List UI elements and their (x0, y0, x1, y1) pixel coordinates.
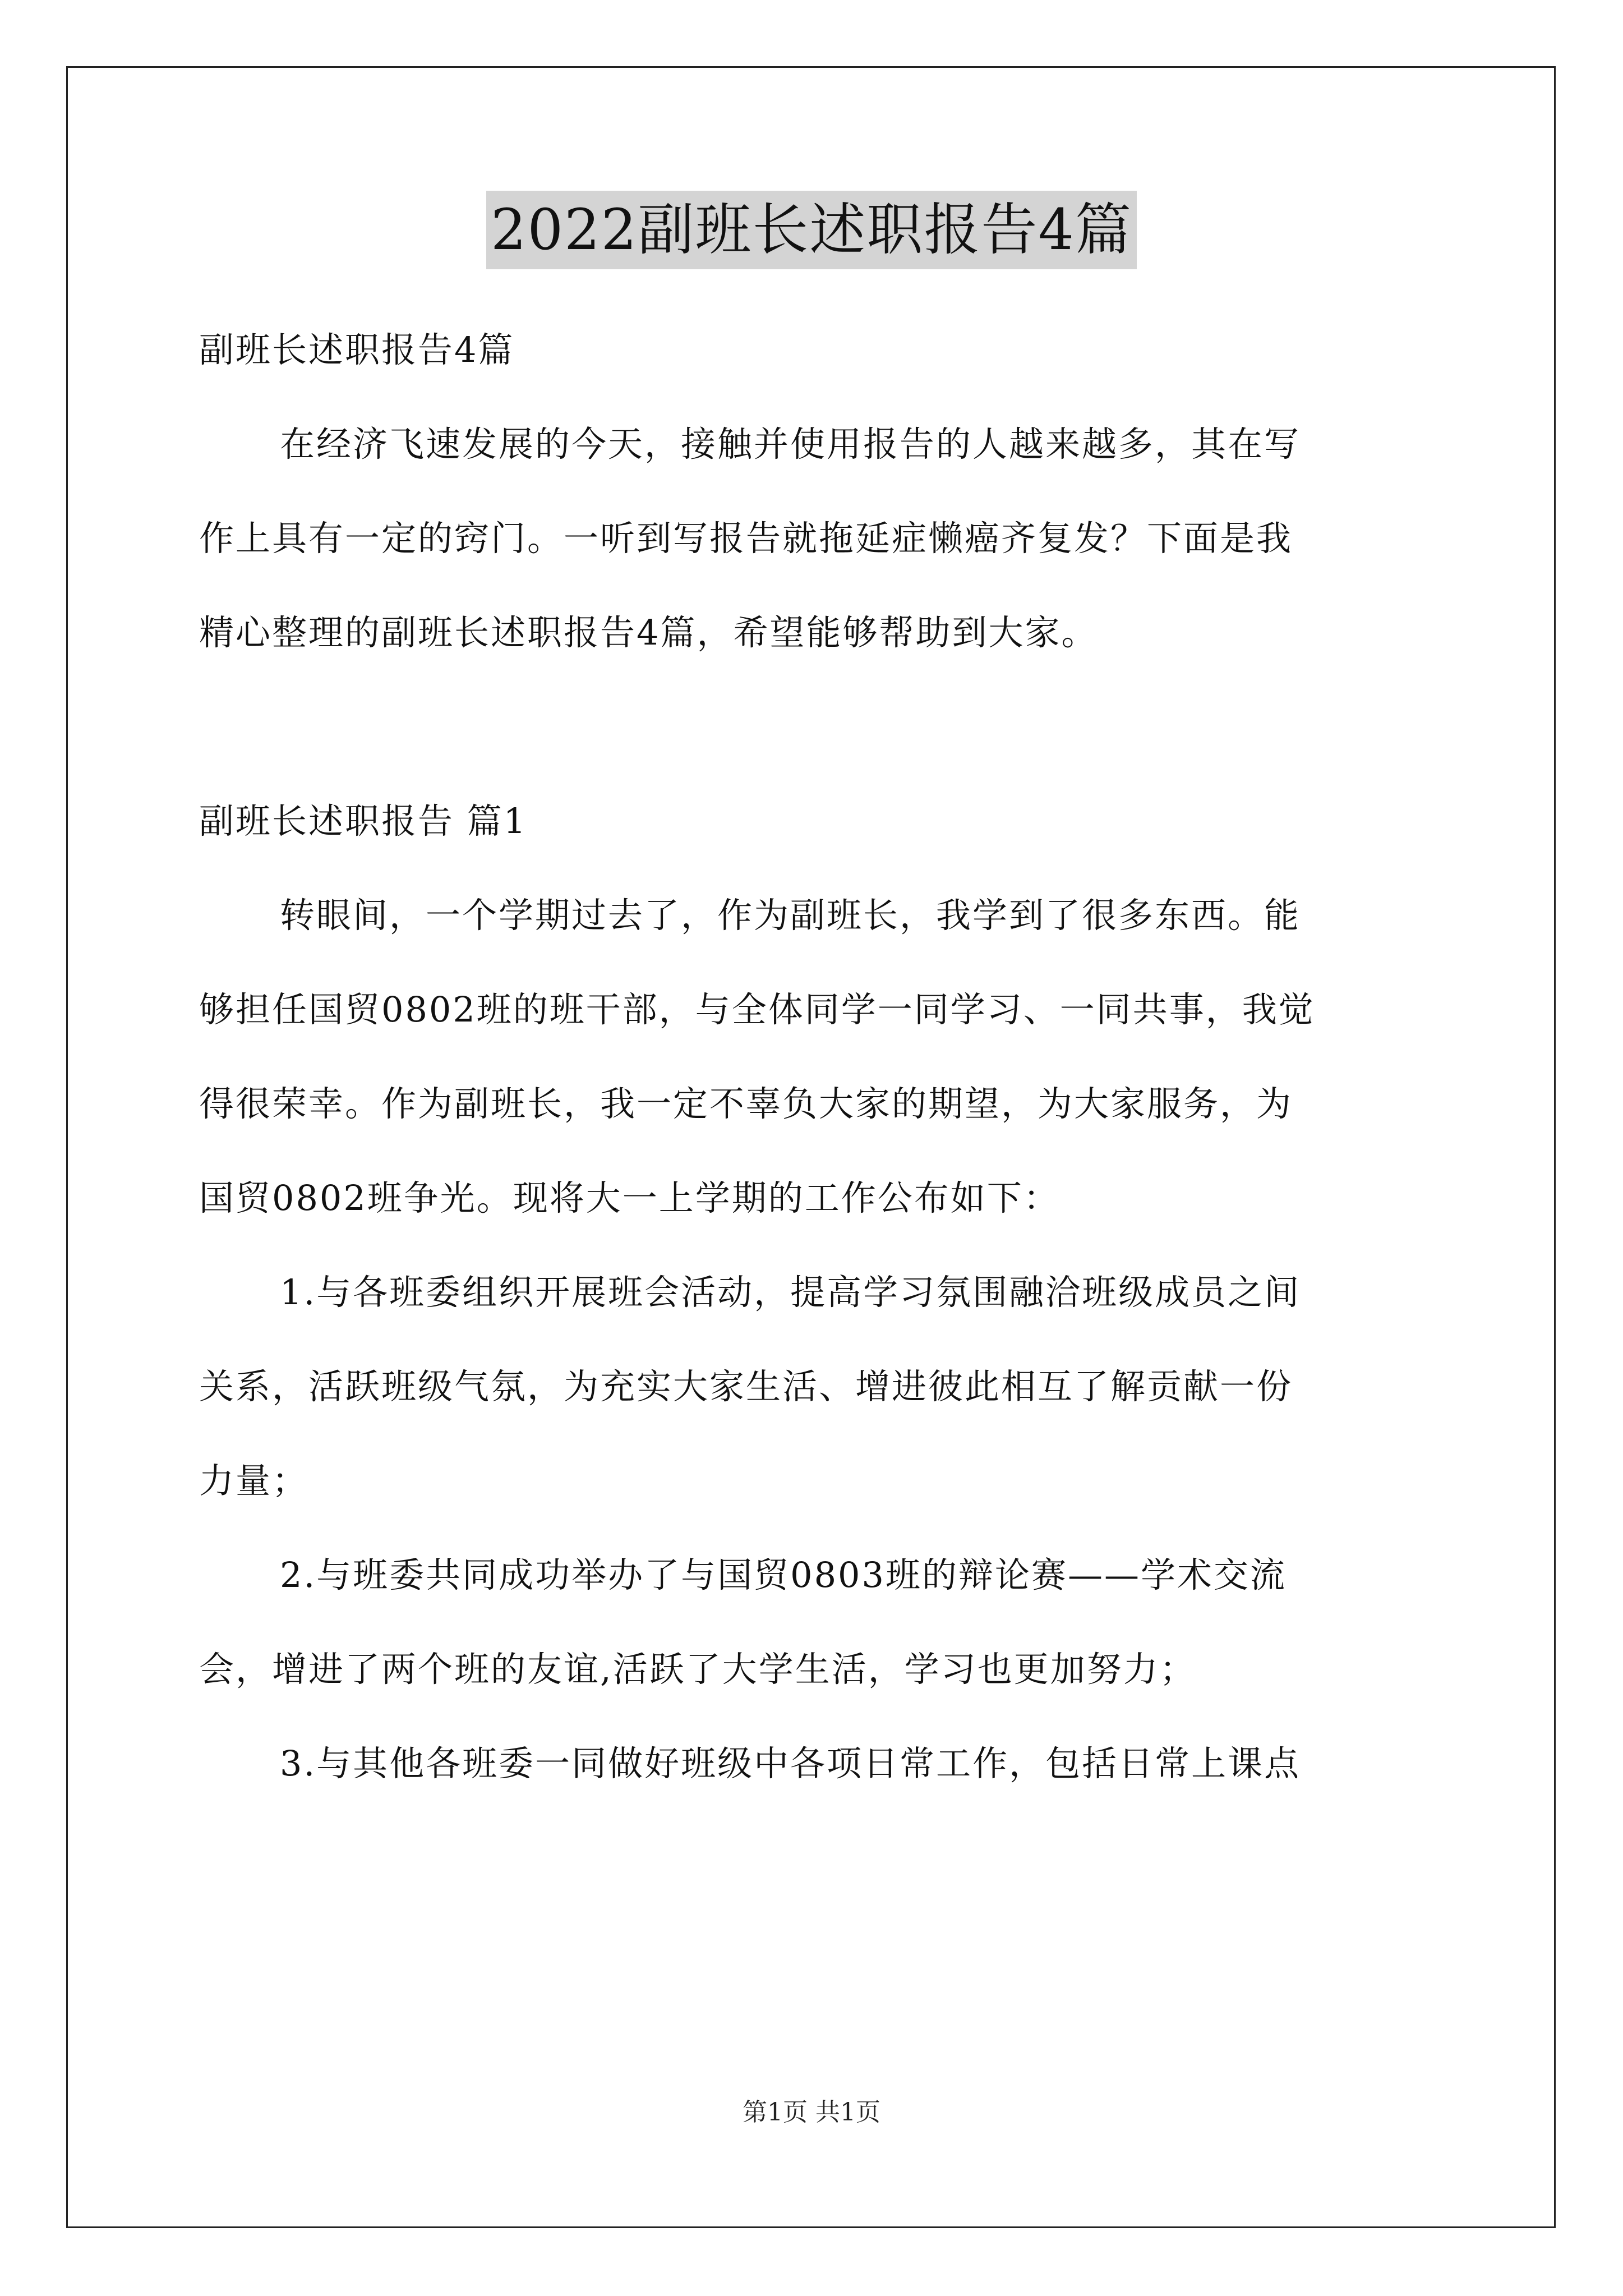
document-title: 2022副班长述职报告4篇 (486, 191, 1137, 269)
para1-line-3: 得很荣幸。作为副班长，我一定不辜负大家的期望，为大家服务，为 (199, 1083, 1293, 1124)
title-area (0, 191, 1623, 269)
document-body (199, 303, 1433, 1811)
intro-line-1: 在经济飞速发展的今天，接触并使用报告的人越来越多，其在写 (280, 424, 1301, 464)
section-heading: 副班长述职报告 篇1 (199, 800, 528, 841)
spacer (199, 680, 1433, 774)
item2-line-1: 2.与班委共同成功举办了与国贸0803班的辩论赛——学术交流 (280, 1554, 1287, 1595)
para1-line-4: 国贸0802班争光。现将大一上学期的工作公布如下： (199, 1177, 1060, 1218)
document-subtitle: 副班长述职报告4篇 (199, 329, 515, 370)
item3-line-1: 3.与其他各班委一同做好班级中各项日常工作，包括日常上课点 (280, 1743, 1301, 1784)
item1-line-3: 力量； (199, 1460, 309, 1501)
item1-line-1: 1.与各班委组织开展班会活动，提高学习氛围融洽班级成员之间 (280, 1272, 1301, 1313)
item2-line-2: 会，增进了两个班的友谊,活跃了大学生活，学习也更加努力； (199, 1649, 1196, 1690)
page-footer: 第1页 共1页 (743, 2098, 880, 2127)
para1-line-2: 够担任国贸0802班的班干部，与全体同学一同学习、一同共事，我觉 (199, 989, 1315, 1030)
intro-line-3: 精心整理的副班长述职报告4篇，希望能够帮助到大家。 (199, 612, 1098, 653)
item1-line-2: 关系，活跃班级气氛，为充实大家生活、增进彼此相互了解贡献一份 (199, 1366, 1293, 1407)
para1-line-1: 转眼间，一个学期过去了，作为副班长，我学到了很多东西。能 (280, 895, 1301, 936)
intro-line-2: 作上具有一定的窍门。一听到写报告就拖延症懒癌齐复发？下面是我 (199, 518, 1293, 559)
